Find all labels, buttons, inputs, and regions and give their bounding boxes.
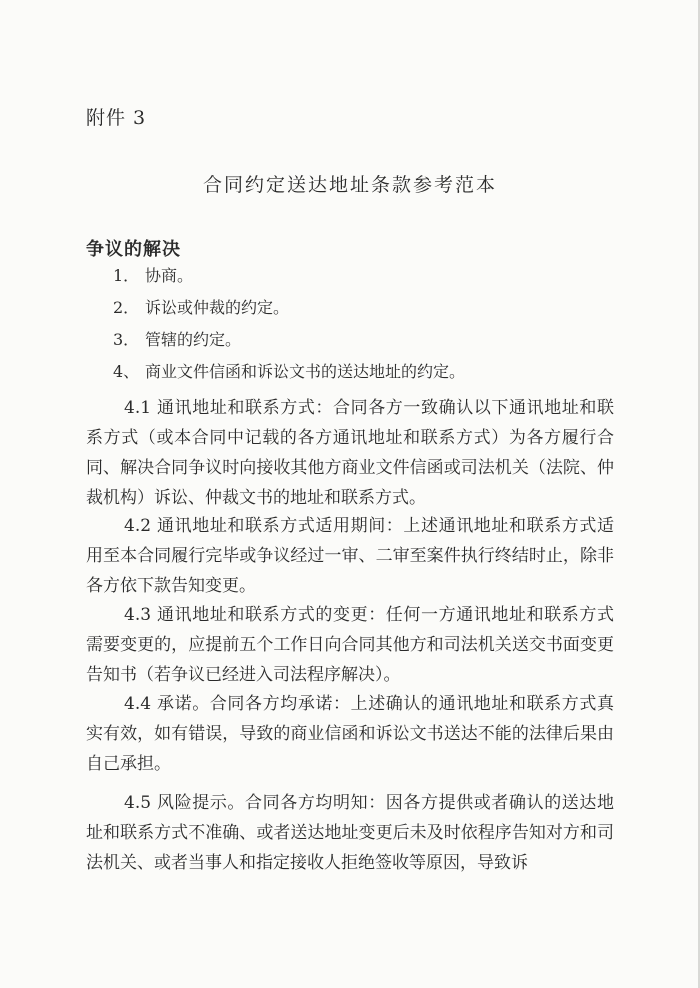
item-number: 2． bbox=[113, 298, 140, 317]
item-list bbox=[113, 262, 465, 390]
item-number: 3． bbox=[113, 330, 140, 349]
clause-4-2: 4.2 通讯地址和联系方式适用期间：上述通讯地址和联系方式适用至本合同履行完毕或争议经过一审、二审至案件执行终结时止，除非各方依下款告知变更。 bbox=[86, 516, 614, 596]
list-item bbox=[113, 294, 465, 326]
item-number: 4、 bbox=[113, 362, 140, 381]
clause-4-3: 4.3 通讯地址和联系方式的变更：任何一方通讯地址和联系方式需要变更的，应提前五个工作日向合同其他方和司法机关送交书面变更告知书（若争议已经进入司法程序解决）。 bbox=[86, 605, 614, 685]
clause-4-4: 4.4 承诺。合同各方均承诺：上述确认的通讯地址和联系方式真实有效，如有错误，导致的商业信函和诉讼文书送达不能的法律后果由自己承担。 bbox=[86, 694, 614, 774]
section-heading: 争议的解决 bbox=[86, 239, 181, 260]
document-title: 合同约定送达地址条款参考范本 bbox=[202, 174, 497, 196]
clause-4-5: 4.5 风险提示。合同各方均明知：因各方提供或者确认的送达地址和联系方式不准确、或者送达地址变更后未及时依程序告知对方和司法机关、或者当事人和指定接收人拒绝签收等原因，导致诉 bbox=[86, 793, 614, 873]
clause-4-1: 4.1 通讯地址和联系方式：合同各方一致确认以下通讯地址和联系方式（或本合同中记载的各方通讯地址和联系方式）为各方履行合同、解决合同争议时向接收其他方商业文件信函或司法机关（法院、仲裁机构）诉讼、仲裁文书的地址和联系方式。 bbox=[86, 398, 614, 508]
item-text: 商业文件信函和诉讼文书的送达地址的约定。 bbox=[145, 362, 466, 381]
item-text: 协商。 bbox=[145, 266, 194, 285]
list-item bbox=[113, 326, 465, 358]
attachment-label: 附件 3 bbox=[86, 107, 147, 129]
item-number: 1． bbox=[113, 266, 140, 285]
item-text: 诉讼或仲裁的约定。 bbox=[145, 298, 290, 317]
item-text: 管辖的约定。 bbox=[145, 330, 242, 349]
list-item bbox=[113, 262, 465, 294]
list-item bbox=[113, 358, 465, 390]
